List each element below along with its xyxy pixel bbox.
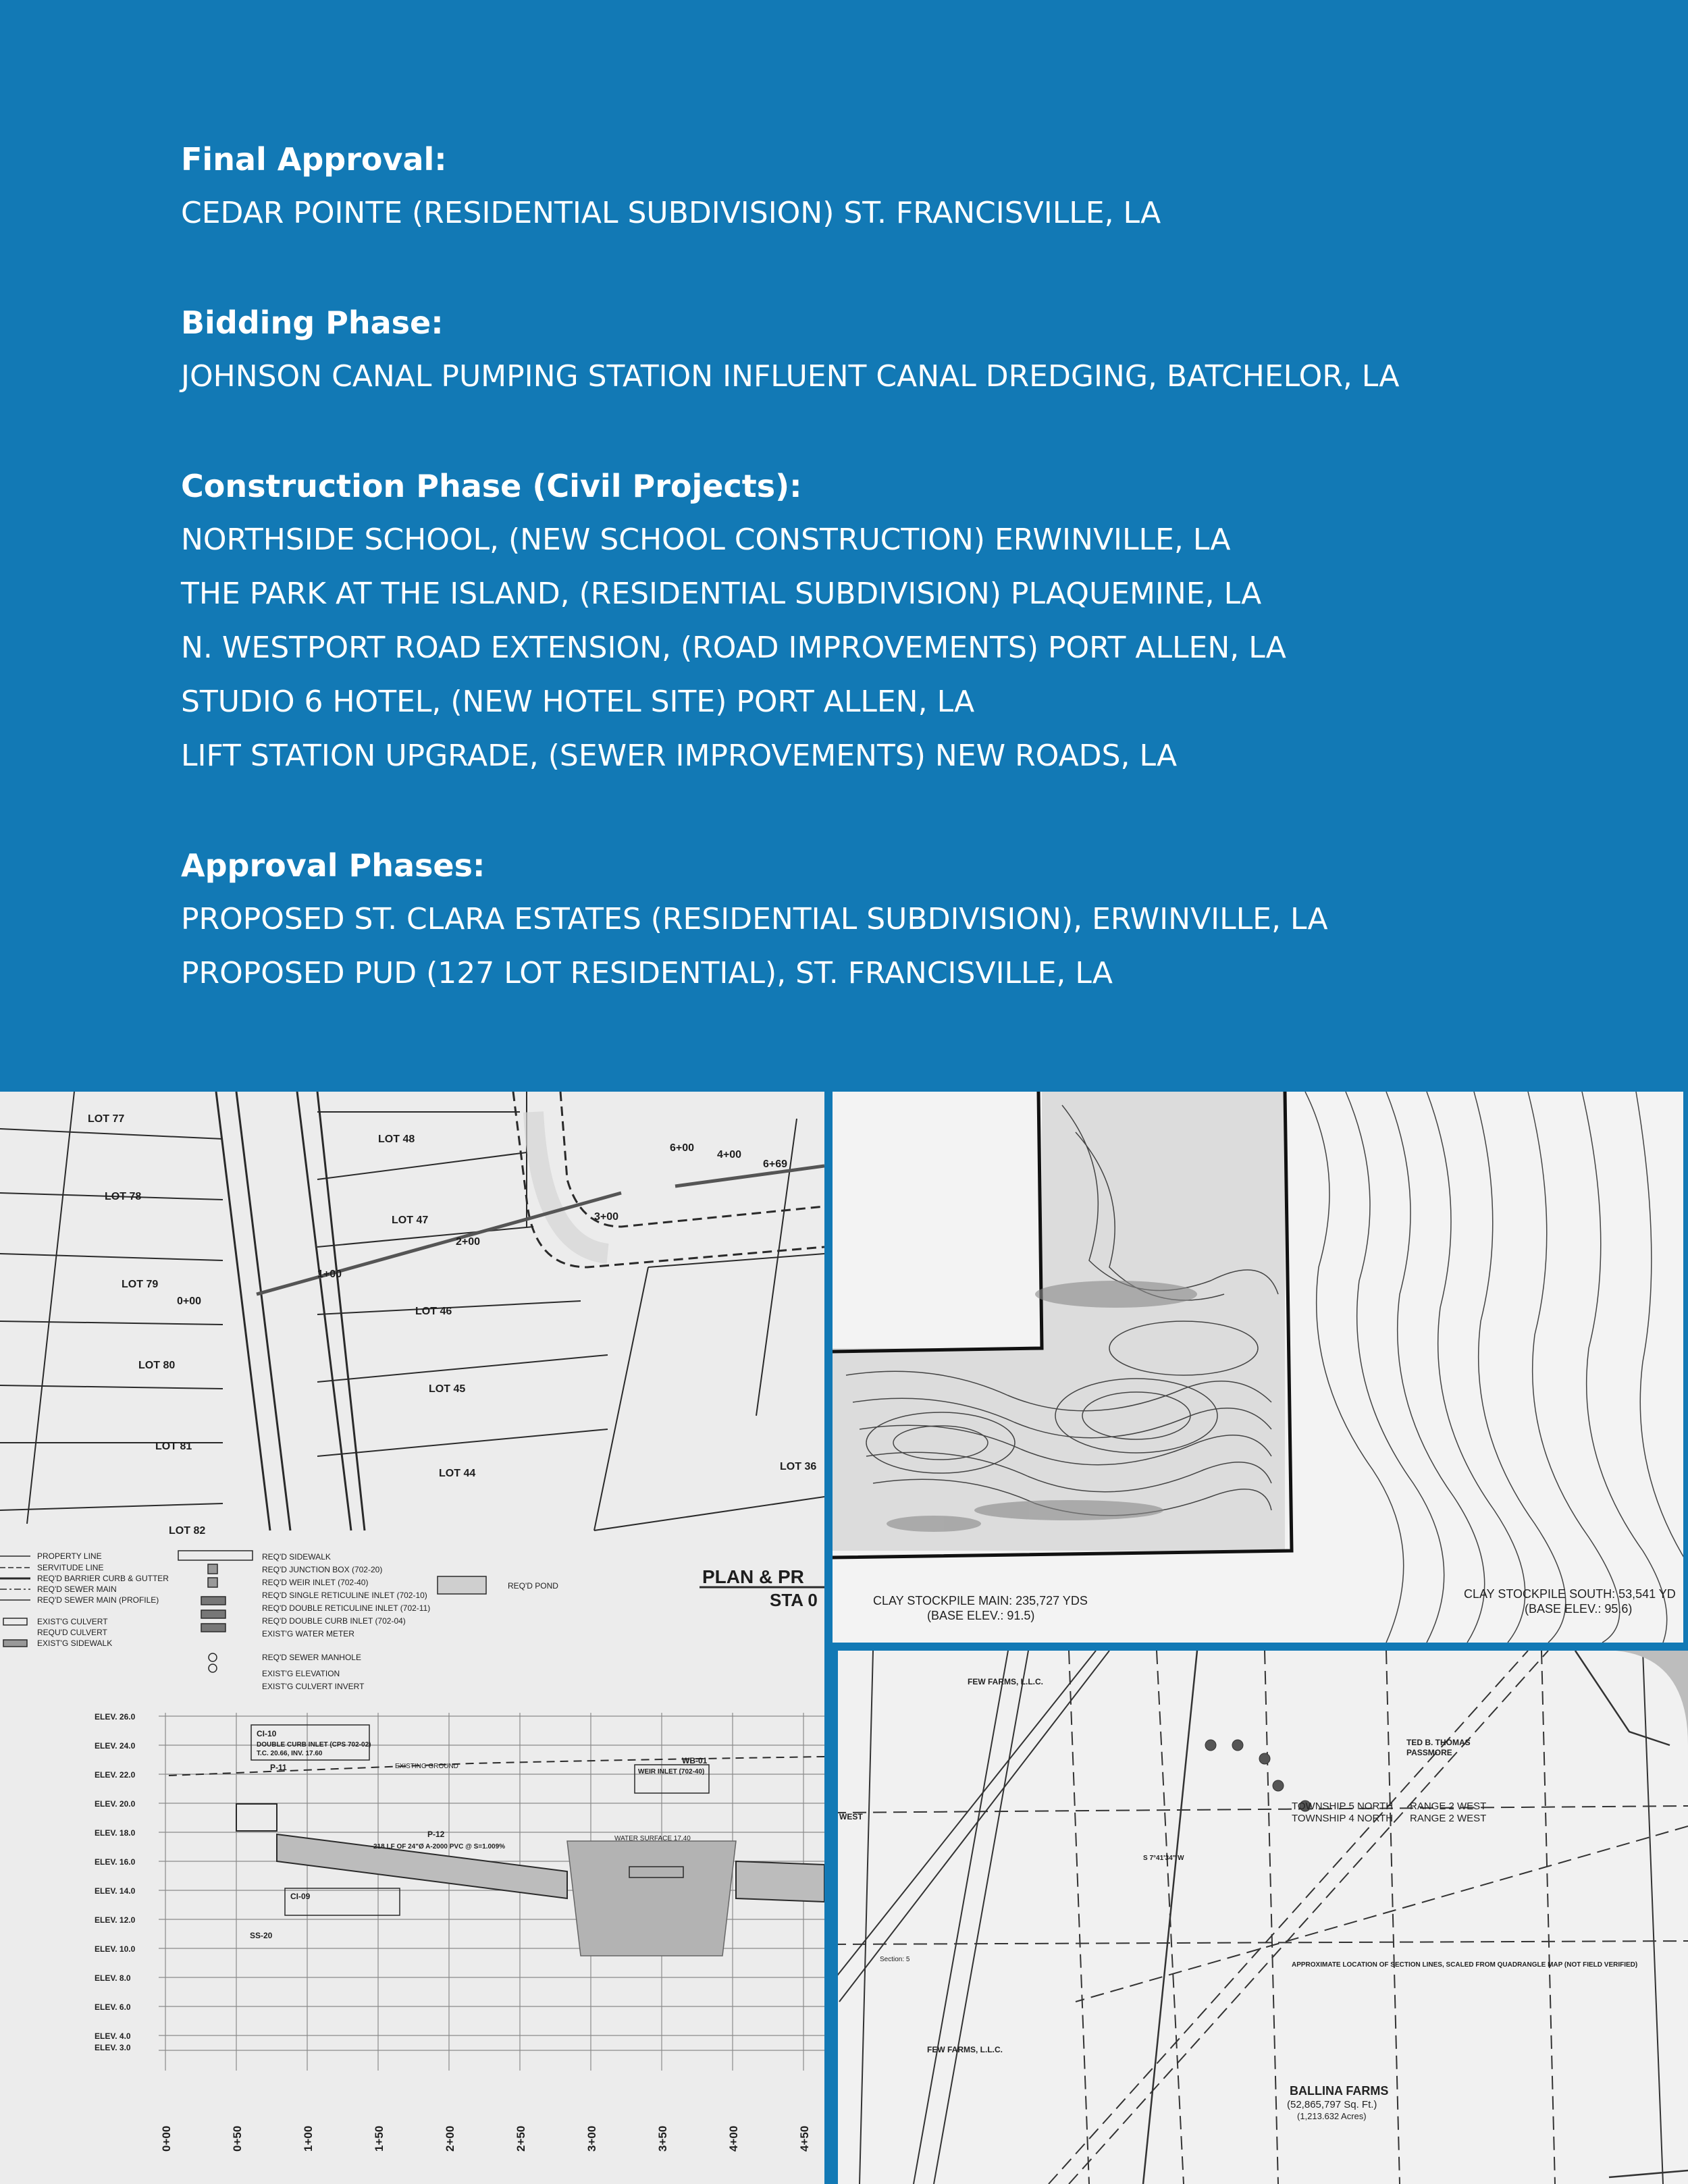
section-construction-phase [181,459,1666,783]
legend-item: PROPERTY LINE [37,1551,102,1561]
profile-note: EXISTING GROUND [395,1763,458,1770]
elev-label: ELEV. 8.0 [95,1973,131,1983]
elev-label: ELEV. 6.0 [95,2002,131,2012]
range-label: RANGE 2 WEST [1410,1801,1487,1812]
legend-item: EXIST'G ELEVATION [262,1669,340,1678]
profile-station: 4+00 [727,2125,740,2152]
lot-label: LOT 47 [392,1215,429,1226]
legend-item: REQ'D WEIR INLET (702-40) [262,1578,369,1587]
township-label: TOWNSHIP 4 NORTH [1292,1813,1394,1824]
section-title: Bidding Phase: [181,304,444,341]
stockpile-main-base: (BASE ELEV.: 91.5) [927,1609,1035,1622]
project-item: JOHNSON CANAL PUMPING STATION INFLUENT CANAL DREDGING, BATCHELOR, LA [181,359,1400,394]
lot-label: LOT 82 [169,1525,206,1537]
project-list [181,132,1666,1001]
elev-label: ELEV. 16.0 [95,1857,136,1867]
section-final-approval [181,132,1666,240]
section-label: Section: 5 [880,1956,910,1963]
profile-station: 4+50 [798,2125,811,2152]
project-item: PROPOSED ST. CLARA ESTATES (RESIDENTIAL SUBDIVISION), ERWINVILLE, LA [181,902,1328,936]
elev-label: ELEV. 18.0 [95,1828,136,1838]
legend-item: REQ'D SEWER MAIN (PROFILE) [37,1595,159,1605]
elev-label: ELEV. 10.0 [95,1944,136,1954]
lot-label: LOT 78 [105,1191,142,1202]
project-item: CEDAR POINTE (RESIDENTIAL SUBDIVISION) ST. FRANCISVILLE, LA [181,196,1161,230]
profile-note: WB-01 [682,1756,708,1765]
profile-note: WATER SURFACE 17.40 [614,1835,691,1842]
divider [824,1092,833,2184]
legend-item: REQ'D SEWER MANHOLE [262,1653,361,1662]
profile-station: 1+50 [373,2125,386,2152]
divider [833,1651,838,2184]
station-label: 0+00 [177,1296,202,1307]
profile-note: P-11 [270,1763,287,1772]
project-item: THE PARK AT THE ISLAND, (RESIDENTIAL SUBDIVISION) PLAQUEMINE, LA [181,577,1262,611]
lot-label: LOT 36 [780,1461,817,1472]
boundary-survey-drawing [833,1651,1688,2184]
legend-item: REQ'D SINGLE RETICULINE INLET (702-10) [262,1591,427,1600]
profile-note: SS-20 [250,1931,273,1940]
legend-item: REQ'D SEWER MAIN [37,1584,117,1594]
farm-name: BALLINA FARMS [1290,2084,1389,2098]
legend-item: EXIST'G CULVERT [37,1617,108,1626]
stockpile-south-label: CLAY STOCKPILE SOUTH: 53,541 YD [1464,1587,1676,1601]
profile-note: T.C. 20.66, INV. 17.60 [257,1750,323,1757]
profile-station: 3+00 [585,2125,598,2152]
section-bidding-phase [181,296,1666,404]
legend-item: REQ'D BARRIER CURB & GUTTER [37,1574,169,1583]
profile-station: 0+50 [231,2125,244,2152]
owner-label: TED B. THOMAS [1406,1738,1471,1747]
project-item: PROPOSED PUD (127 LOT RESIDENTIAL), ST. FRANCISVILLE, LA [181,956,1113,990]
section-title: Construction Phase (Civil Projects): [181,468,802,504]
lot-label: LOT 46 [415,1306,452,1317]
legend-item: EXIST'G CULVERT INVERT [262,1682,365,1691]
owner-label: PASSMORE [1406,1748,1452,1757]
stockpile-south-base: (BASE ELEV.: 95.6) [1525,1602,1633,1616]
lot-label: LOT 44 [439,1468,476,1479]
section-title: Final Approval: [181,141,447,178]
elev-label: ELEV. 3.0 [95,2043,131,2052]
profile-station: 2+50 [515,2125,527,2152]
elev-label: ELEV. 24.0 [95,1741,136,1751]
lot-label: LOT 81 [155,1441,192,1452]
section-approval-phases [181,838,1666,1001]
approx-note: APPROXIMATE LOCATION OF SECTION LINES, SCALED FROM QUADRANGLE MAP (NOT FIELD VERIFIED) [1292,1961,1638,1969]
owner-label: FEW FARMS, L.L.C. [927,2045,1003,2054]
station-label: 3+00 [594,1211,619,1223]
plan-title: PLAN & PR [702,1566,804,1587]
station-label: 2+00 [456,1236,481,1248]
station-label: 6+00 [670,1142,695,1154]
farm-acres: (1,213.632 Acres) [1297,2111,1367,2121]
project-item: NORTHSIDE SCHOOL, (NEW SCHOOL CONSTRUCTION) ERWINVILLE, LA [181,523,1231,557]
plan-subtitle: STA 0 [770,1590,818,1610]
profile-station: 2+00 [444,2125,456,2152]
elev-label: ELEV. 22.0 [95,1770,136,1780]
lot-label: LOT 77 [88,1113,125,1125]
legend-item: REQU'D CULVERT [37,1628,107,1637]
profile-station: 3+50 [656,2125,669,2152]
project-item: LIFT STATION UPGRADE, (SEWER IMPROVEMENTS) NEW ROADS, LA [181,739,1178,773]
profile-station: 0+00 [160,2125,173,2152]
contour-stockpile-drawing [833,1092,1688,1643]
owner-label: FEW FARMS, L.L.C. [968,1677,1043,1686]
site-plan-profile-drawing [0,1092,824,2184]
elev-label: ELEV. 14.0 [95,1886,136,1896]
legend-item: EXIST'G WATER METER [262,1629,354,1639]
station-label: 1+00 [317,1269,342,1280]
divider [1683,1092,1688,1643]
profile-note: WEIR INLET (702-40) [638,1768,705,1776]
lot-label: LOT 80 [138,1360,176,1371]
lot-label: LOT 79 [122,1279,159,1290]
elev-label: ELEV. 12.0 [95,1915,136,1925]
range-label: RANGE 2 WEST [1410,1813,1487,1824]
station-label: 6+69 [763,1158,788,1170]
profile-note: 218 LF OF 24"Ø A-2000 PVC @ S=1.009% [373,1843,506,1850]
elev-label: ELEV. 4.0 [95,2031,131,2041]
legend-item: EXIST'G SIDEWALK [37,1639,113,1648]
bearing-label: S 7°41'34" W [1143,1855,1184,1862]
lot-label: LOT 48 [378,1134,415,1145]
stockpile-main-label: CLAY STOCKPILE MAIN: 235,727 YDS [873,1594,1088,1607]
lot-label: LOT 45 [429,1383,466,1395]
legend-item: REQ'D DOUBLE RETICULINE INLET (702-11) [262,1603,431,1613]
farm-area: (52,865,797 Sq. Ft.) [1287,2099,1377,2110]
project-item: STUDIO 6 HOTEL, (NEW HOTEL SITE) PORT ALLEN, LA [181,685,975,719]
profile-note: CI-10 [257,1729,277,1738]
elev-label: ELEV. 20.0 [95,1799,136,1809]
station-label: 4+00 [717,1149,742,1161]
profile-note: P-12 [427,1830,445,1839]
pond-legend-label: REQ'D POND [508,1581,558,1591]
section-title: Approval Phases: [181,847,485,884]
legend-item: REQ'D DOUBLE CURB INLET (702-04) [262,1616,406,1626]
profile-note: CI-09 [290,1892,311,1901]
survey-label: WEST [839,1812,863,1821]
legend-item: REQ'D SIDEWALK [262,1552,331,1562]
township-label: TOWNSHIP 5 NORTH [1292,1801,1394,1812]
profile-note: DOUBLE CURB INLET (CPS 702-02) [257,1741,371,1749]
profile-station: 1+00 [302,2125,315,2152]
legend-item: SERVITUDE LINE [37,1563,104,1572]
legend-item: REQ'D JUNCTION BOX (702-20) [262,1565,383,1574]
divider [833,1643,1688,1651]
elev-label: ELEV. 26.0 [95,1712,136,1722]
project-item: N. WESTPORT ROAD EXTENSION, (ROAD IMPROVEMENTS) PORT ALLEN, LA [181,631,1286,665]
